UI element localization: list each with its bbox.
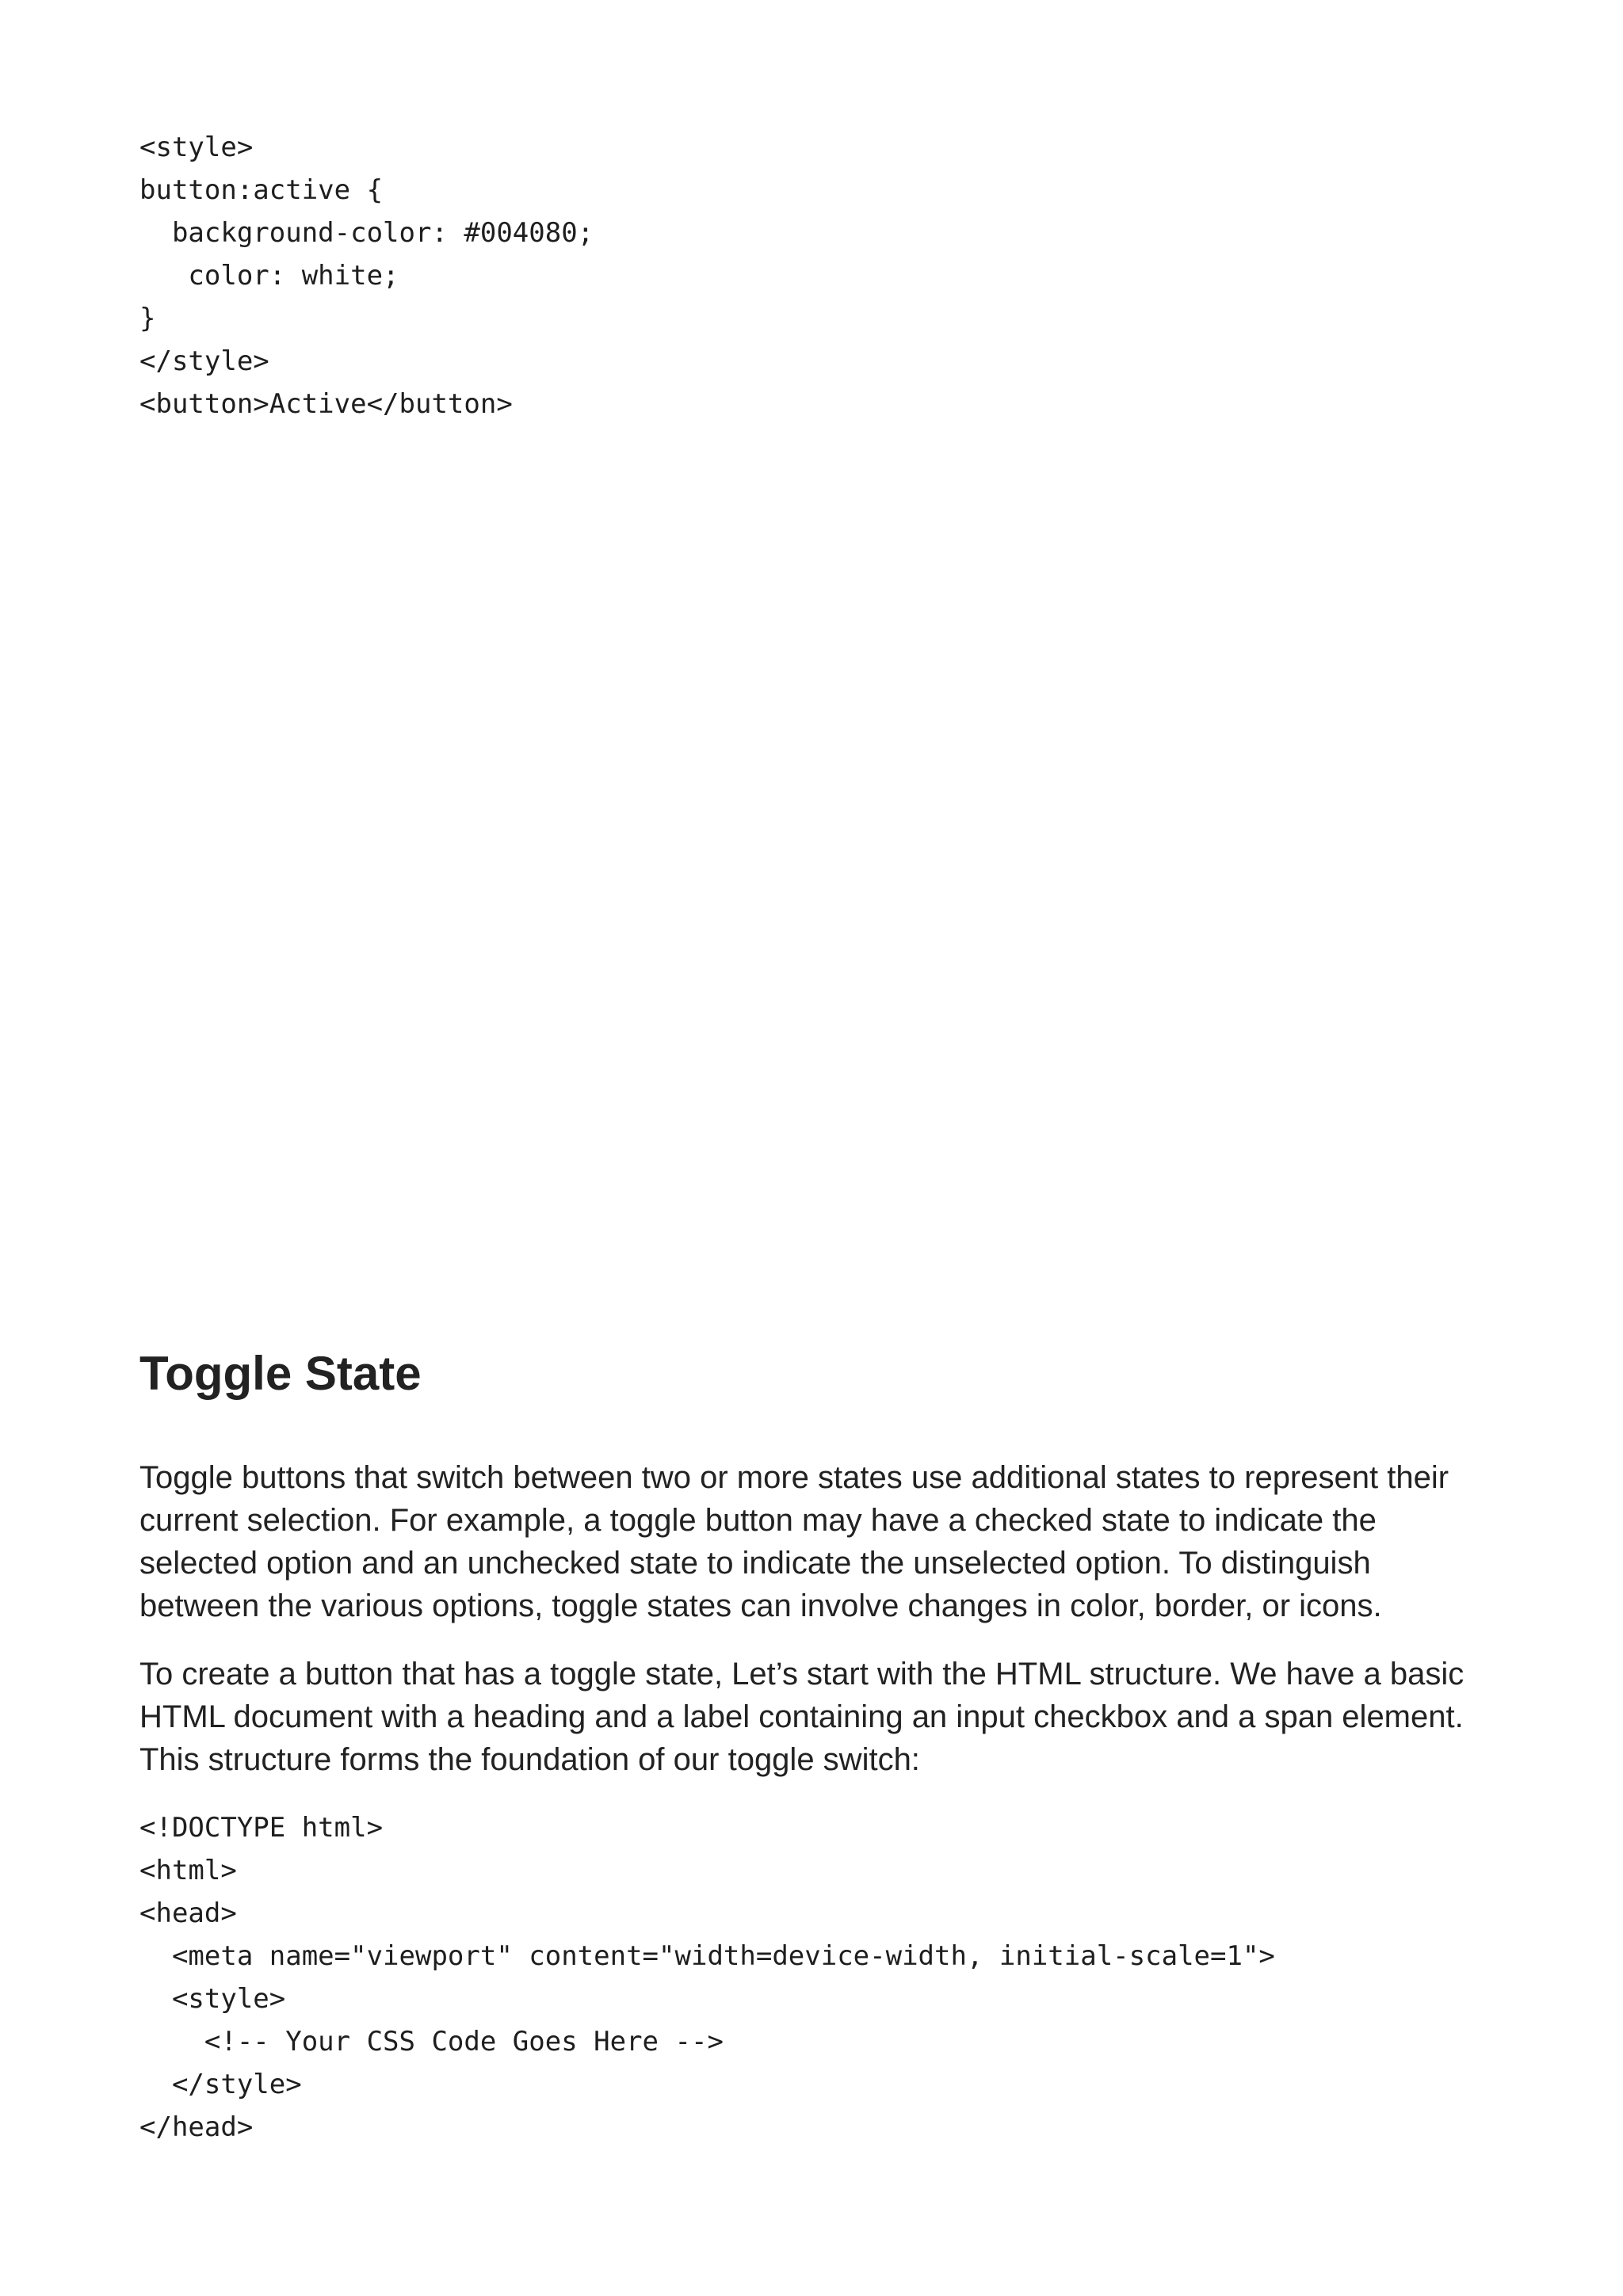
code-block-html-skeleton: [139, 1806, 1275, 2149]
paragraph-line: This structure forms the foundation of our toggle switch:: [139, 1742, 920, 1777]
code-line: </style>: [139, 2069, 302, 2100]
code-line: background-color: #004080;: [139, 217, 594, 249]
code-line: </head>: [139, 2111, 254, 2143]
paragraph-line: between the various options, toggle states can involve changes in color, border, or icons.: [139, 1589, 1382, 1623]
paragraph-line: Toggle buttons that switch between two or more states use additional states to represent their: [139, 1460, 1449, 1495]
code-line: <style>: [139, 1983, 286, 2015]
code-line: <meta name="viewport" content="width=device-width, initial-scale=1">: [139, 1940, 1275, 1972]
paragraph-line: HTML document with a heading and a label containing an input checkbox and a span element.: [139, 1699, 1464, 1734]
code-block-active-style: [139, 126, 594, 425]
paragraph-toggle-description: [139, 1456, 1518, 1627]
code-line: <!DOCTYPE html>: [139, 1812, 384, 1844]
code-line: <style>: [139, 132, 254, 163]
paragraph-line: selected option and an unchecked state to indicate the unselected option. To distinguish: [139, 1546, 1371, 1581]
section-heading: Toggle State: [139, 1347, 422, 1400]
code-line: </style>: [139, 345, 269, 377]
code-line: <!-- Your CSS Code Goes Here -->: [139, 2026, 724, 2058]
paragraph-html-structure: [139, 1653, 1518, 1781]
paragraph-line: To create a button that has a toggle state, Let’s start with the HTML structure. We have a basic: [139, 1657, 1465, 1691]
code-line: color: white;: [139, 260, 399, 292]
code-line: <button>Active</button>: [139, 388, 513, 420]
code-line: button:active {: [139, 174, 384, 206]
code-line: }: [139, 303, 156, 334]
code-line: <head>: [139, 1897, 237, 1929]
paragraph-line: current selection. For example, a toggle button may have a checked state to indicate the: [139, 1503, 1377, 1538]
code-line: <html>: [139, 1855, 237, 1886]
